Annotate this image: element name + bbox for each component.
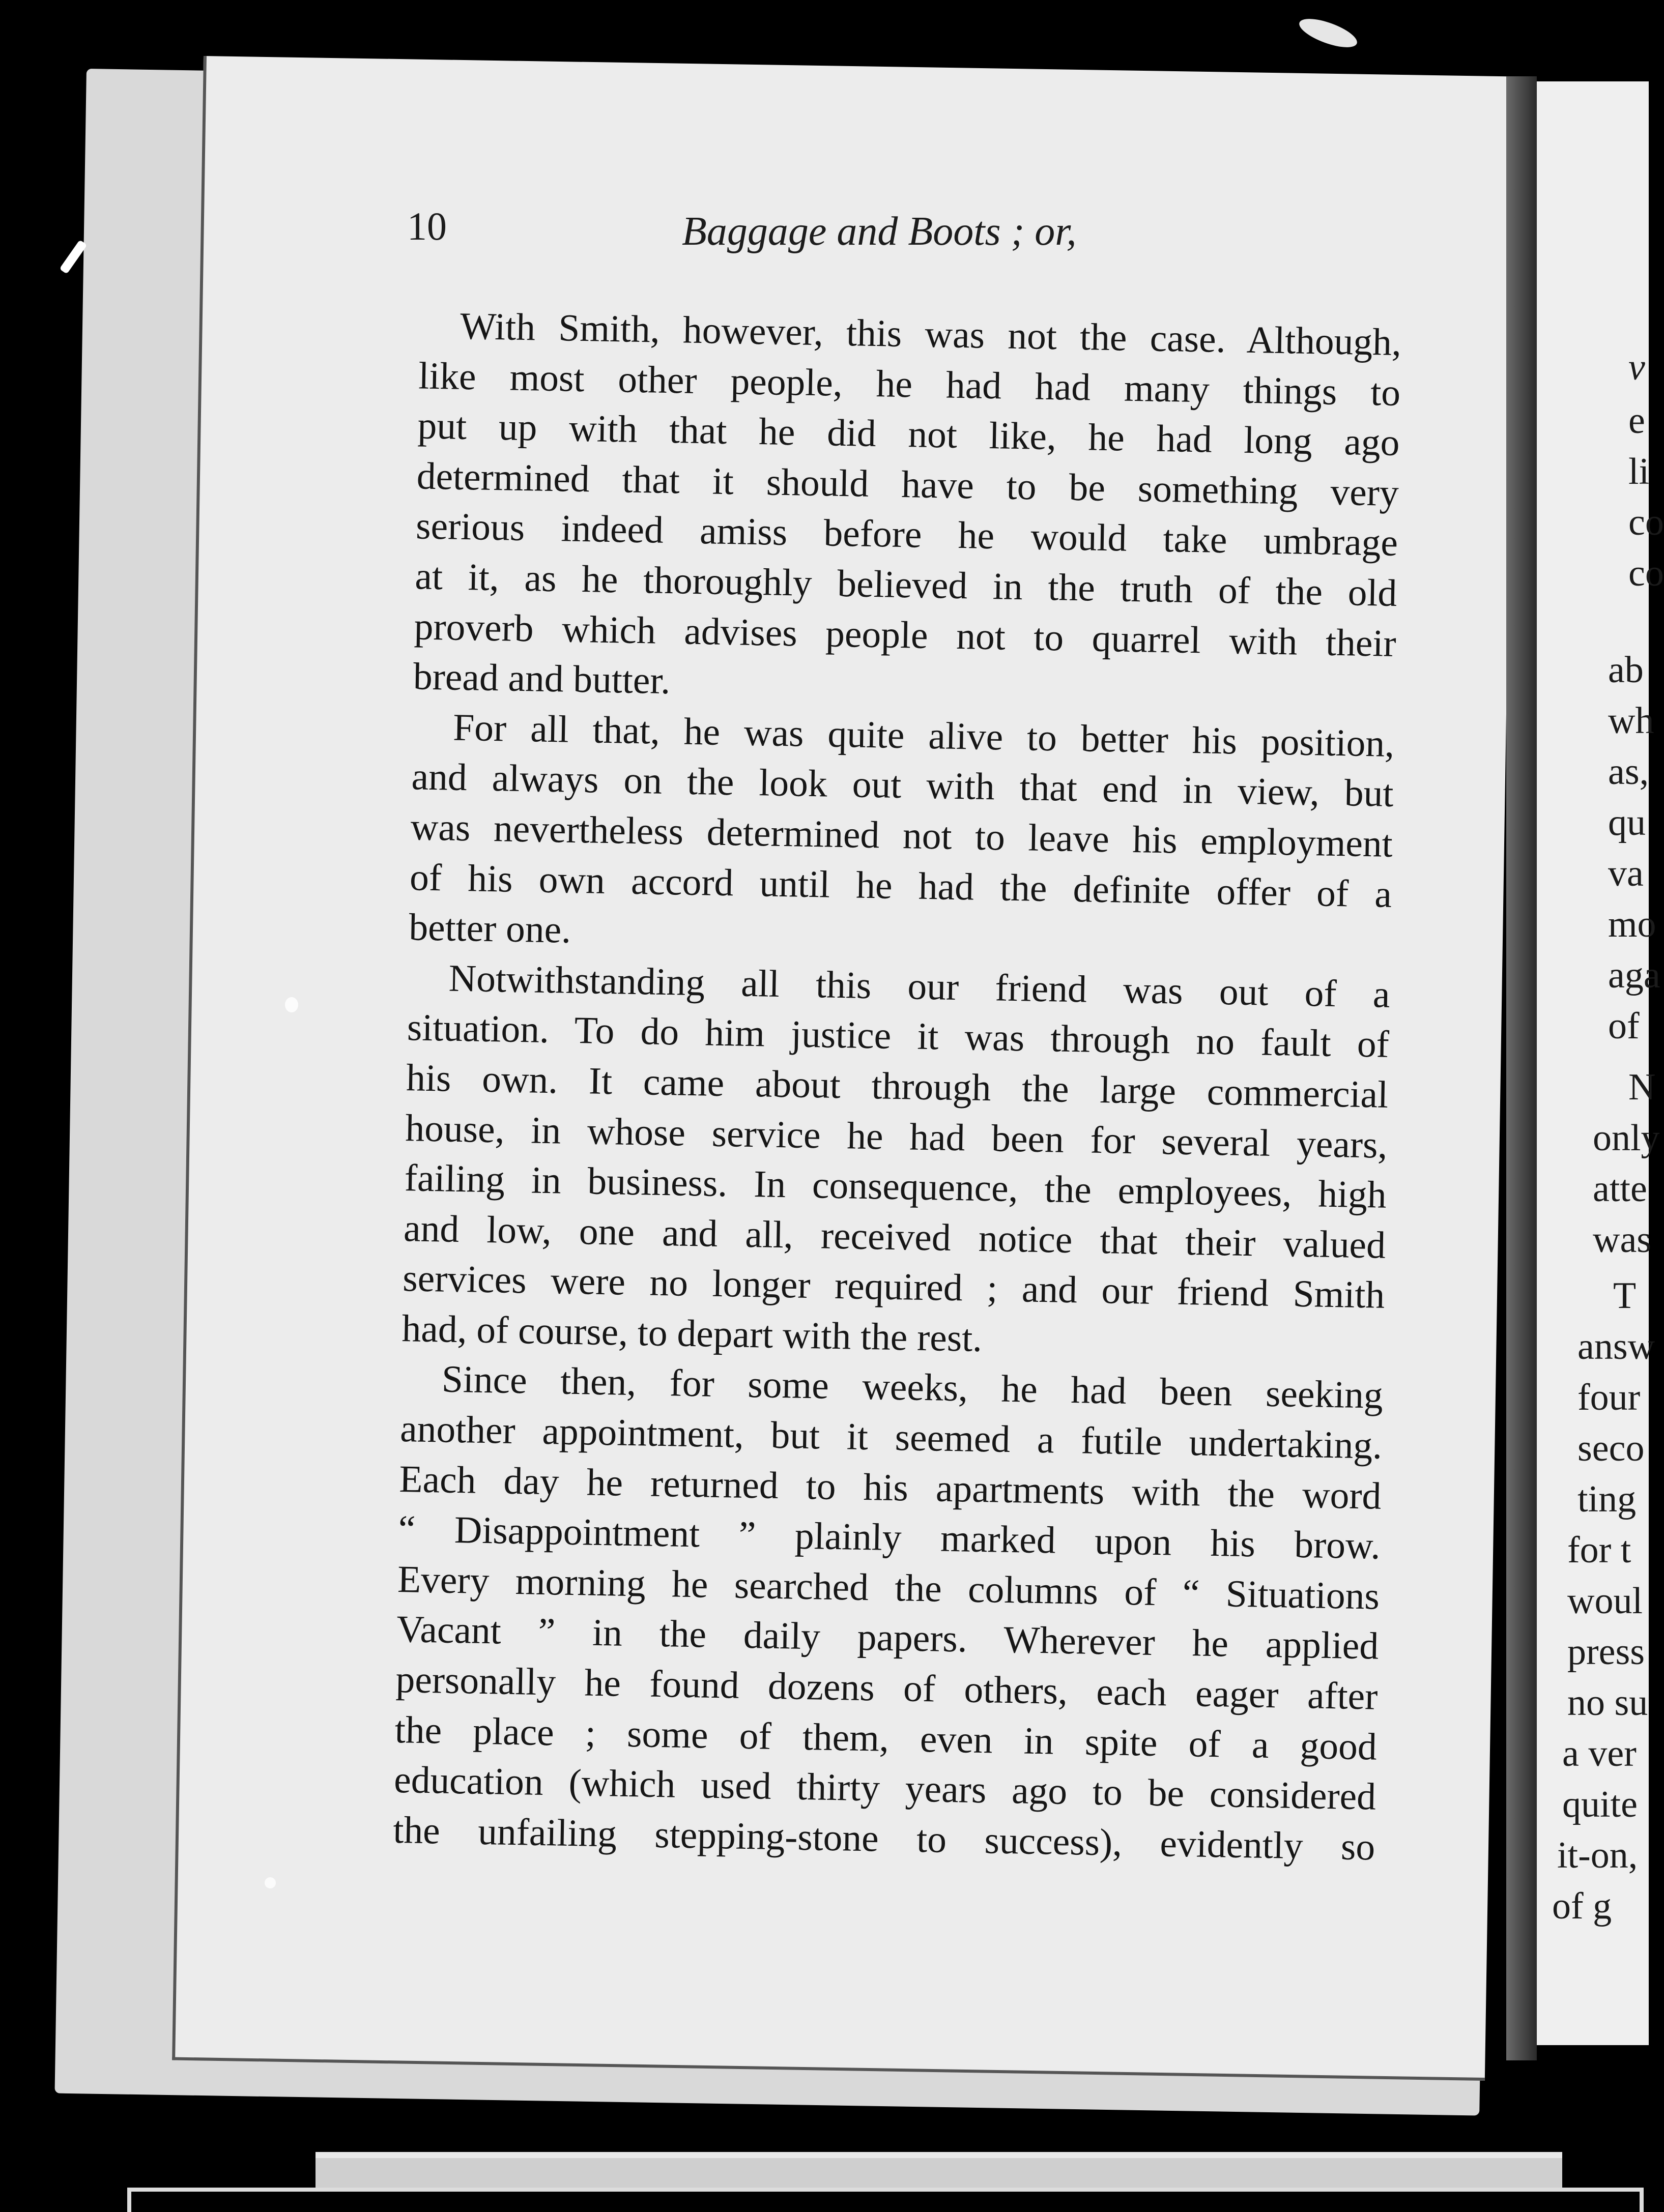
text-line: his own. It came about through the large commercial xyxy=(406,1057,1389,1116)
facing-page-fragment: seco xyxy=(1577,1428,1645,1469)
facing-page-fragment: quite xyxy=(1562,1784,1638,1825)
facing-page-fragment: va xyxy=(1608,853,1644,894)
body-text xyxy=(352,300,1402,1873)
facing-page-fragment: as, xyxy=(1608,751,1649,793)
paragraph xyxy=(352,1353,1384,1873)
facing-page-fragment: v xyxy=(1628,346,1645,388)
facing-page-fragment: ting xyxy=(1577,1478,1637,1520)
facing-page-fragment: qu xyxy=(1608,802,1646,843)
text-line: like most other people, he had had many things to xyxy=(418,354,1401,414)
facing-page-fragment: T xyxy=(1613,1275,1637,1317)
facing-page-fragment: li xyxy=(1628,451,1650,492)
facing-page-fragment: N xyxy=(1628,1066,1656,1108)
scan-artifact xyxy=(265,1877,276,1888)
facing-page-fragment: aga xyxy=(1608,954,1660,996)
paragraph xyxy=(361,952,1390,1372)
text-line: situation. To do him justice it was through no fault of xyxy=(407,1006,1390,1066)
text-line: services were no longer required ; and our friend Smith xyxy=(402,1257,1385,1317)
facing-page-fragment: co xyxy=(1628,552,1664,594)
facing-page-fragment: mo xyxy=(1608,904,1656,945)
scan-artifact xyxy=(285,997,298,1012)
facing-page-fragment: atte xyxy=(1593,1168,1647,1210)
text-line: failing in business. In consequence, the employees, high xyxy=(404,1157,1387,1216)
facing-page-fragment: woul xyxy=(1567,1580,1643,1622)
text-line: house, in whose service he had been for several years, xyxy=(405,1107,1388,1167)
running-head: Baggage and Boots ; or, xyxy=(682,209,1077,254)
facing-page-fragment: answ xyxy=(1577,1326,1655,1367)
facing-page-fragment: four xyxy=(1577,1377,1641,1418)
text-line: the place ; some of them, even in spite of a good xyxy=(394,1708,1378,1768)
facing-page-fragment: no su xyxy=(1567,1682,1648,1724)
facing-page-fragment: it-on, xyxy=(1557,1835,1638,1876)
scanner-frame-edge xyxy=(127,2188,1644,2212)
text-line: another appointment, but it seemed a futile undertaking. xyxy=(399,1408,1383,1467)
scan-artifact xyxy=(1296,13,1360,53)
text-line: For all that, he was quite alive to better his position, xyxy=(452,706,1395,765)
text-line: and always on the look out with that end in view, but xyxy=(411,755,1394,816)
facing-page-fragment: co xyxy=(1628,502,1664,543)
facing-page-fragment: only xyxy=(1593,1117,1660,1159)
text-line: had, of course, to depart with the rest. xyxy=(401,1307,983,1360)
text-line: Since then, for some weeks, he had been seeking xyxy=(441,1358,1384,1417)
text-line: With Smith, however, this was not the case. Although, xyxy=(460,305,1402,364)
page-header xyxy=(204,203,1415,259)
paragraph xyxy=(368,702,1395,970)
facing-page-fragment: for t xyxy=(1567,1529,1631,1571)
book-gutter-shadow xyxy=(1506,76,1537,2060)
text-line: education (which used thirty years ago to be considered xyxy=(393,1759,1376,1818)
facing-page-fragment: a ver xyxy=(1562,1733,1637,1774)
text-line: Every morning he searched the columns of “ Situations xyxy=(397,1558,1380,1618)
text-line: proverb which advises people not to quarrel with their xyxy=(414,605,1397,665)
text-line: of his own accord until he had the definite offer of a xyxy=(409,856,1392,916)
facing-page-fragment: ab xyxy=(1608,649,1644,691)
text-line: better one. xyxy=(408,906,571,951)
text-line: was nevertheless determined not to leave his employment xyxy=(410,806,1393,865)
text-line: and low, one and all, received notice that their valued xyxy=(403,1207,1386,1267)
page-number: 10 xyxy=(407,204,447,248)
text-line: Each day he returned to his apartments with the word xyxy=(398,1458,1382,1518)
text-line: serious indeed amiss before he would take umbrage xyxy=(415,505,1398,565)
text-line: “ Disappointment ” plainly marked upon his brow. xyxy=(398,1508,1381,1567)
text-line: bread and butter. xyxy=(413,655,671,703)
facing-page-fragment: of xyxy=(1608,1005,1640,1047)
page-edge-bottom xyxy=(315,2152,1562,2189)
text-line: at it, as he thoroughly believed in the truth of the old xyxy=(414,555,1397,615)
text-line: personally he found dozens of others, each eager after xyxy=(395,1658,1379,1718)
facing-page-fragment: wh xyxy=(1608,700,1654,742)
facing-page xyxy=(1537,81,1664,2045)
facing-page-fragment: e xyxy=(1628,400,1645,442)
text-line: the unfailing stepping-stone to success), evidently so xyxy=(392,1809,1375,1869)
paragraph xyxy=(372,300,1401,719)
text-line: put up with that he did not like, he had long ago xyxy=(417,404,1400,464)
text-line: Vacant ” in the daily papers. Wherever he applied xyxy=(396,1608,1379,1668)
text-line: determined that it should have to be something very xyxy=(416,455,1399,514)
facing-page-fragment: press xyxy=(1567,1631,1645,1673)
facing-page-fragment: was xyxy=(1593,1219,1652,1261)
text-line: Notwithstanding all this our friend was out of a xyxy=(448,957,1391,1016)
facing-page-fragment: of g xyxy=(1552,1885,1612,1927)
